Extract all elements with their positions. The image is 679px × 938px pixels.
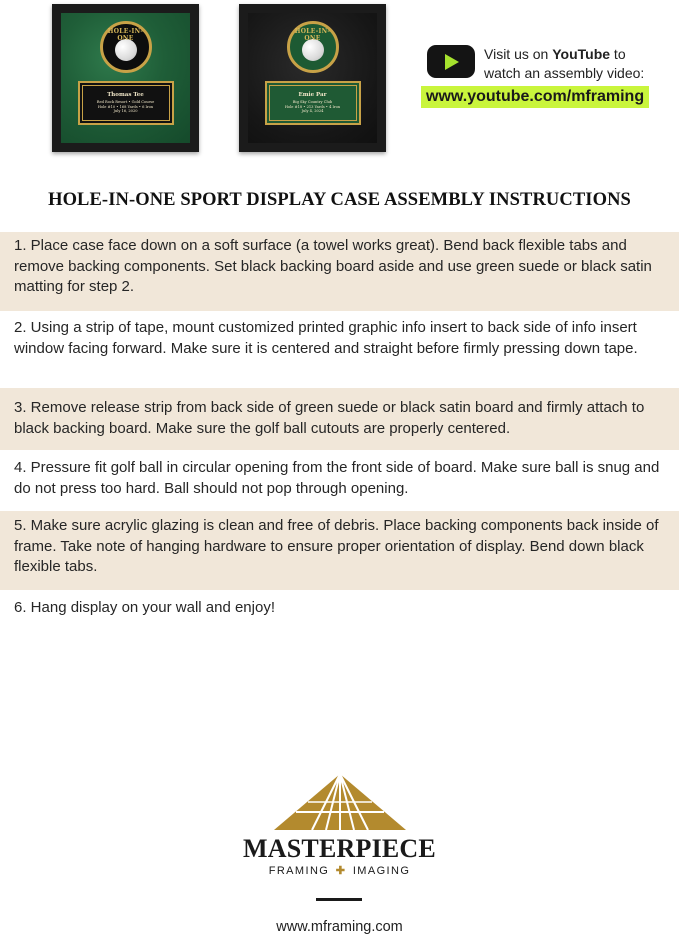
instruction-step-1: 1. Place case face down on a soft surface (a towel works great). Bend back flexible tabs and remove backing components. Set black backing board aside and use green suede or black satin matting for step 2. [0,232,679,311]
plaque-line: Hole #18 • 213 Yards • 4 Iron [284,104,341,109]
masterpiece-pyramid-logo [272,772,408,832]
youtube-line1-suffix: to [610,46,626,62]
youtube-link[interactable]: www.youtube.com/mframing [421,86,649,108]
info-plaque [265,81,361,125]
product-image-black [239,4,386,152]
medal-insert [287,21,339,73]
youtube-line1-prefix: Visit us on [484,46,553,62]
plaque-line: July 16, 2020 [113,109,138,114]
youtube-play-icon[interactable] [427,45,475,78]
plaque-name: Emie Par [298,92,327,99]
medal-text: HOLE-IN-ONE [107,28,144,42]
page-title: HOLE-IN-ONE SPORT DISPLAY CASE ASSEMBLY INSTRUCTIONS [48,190,631,210]
medal-insert [100,21,152,73]
black-satin-mat [248,13,377,143]
youtube-callout-text [484,45,674,83]
plaque-line: Big Sky Country Club [292,100,333,105]
medal-text: HOLE-IN-ONE [294,28,331,42]
instruction-step-3: 3. Remove release strip from back side of green suede or black satin board and firmly attach to black backing board. Make sure the golf ball cutouts are properly centered. [0,388,679,450]
instruction-step-5: 5. Make sure acrylic glazing is clean and free of debris. Place backing components back inside of frame. Take note of hanging hardware to ensure proper orientation of display. Bend down black flexible tabs. [0,511,679,590]
instruction-step-6: 6. Hang display on your wall and enjoy! [14,599,275,616]
info-plaque [78,81,174,125]
plaque-line: July 4, 2024 [301,109,324,114]
youtube-brand: YouTube [552,46,611,62]
youtube-line2: watch an assembly video: [484,65,645,81]
plaque-name: Thomas Tee [107,92,144,99]
golf-ball [302,39,324,61]
instruction-step-4: 4. Pressure fit golf ball in circular opening from the front side of board. Make sure ball is snug and do not press too hard. Ball should not pop through opening. [14,459,660,497]
divider [316,898,362,901]
product-image-green [52,4,199,152]
plaque-line: Hole #10 • 168 Yards • 6 Iron [97,104,154,109]
plus-icon: ✚ [335,865,347,877]
logo-sub-right: IMAGING [352,865,411,877]
website-link[interactable]: www.mframing.com [276,919,403,935]
logo-wordmark: MASTERPIECE [243,834,436,863]
golf-ball [115,39,137,61]
instruction-step-2: 2. Using a strip of tape, mount customized printed graphic info insert to back side of info insert window facing forward. Make sure it is centered and straight before firmly pressing down tape. [14,319,638,357]
green-suede-mat [61,13,190,143]
plaque-line: Red Rock Resort • Gold Course [96,100,155,105]
logo-sub-left: FRAMING [268,865,330,877]
logo-subtitle [0,864,679,877]
